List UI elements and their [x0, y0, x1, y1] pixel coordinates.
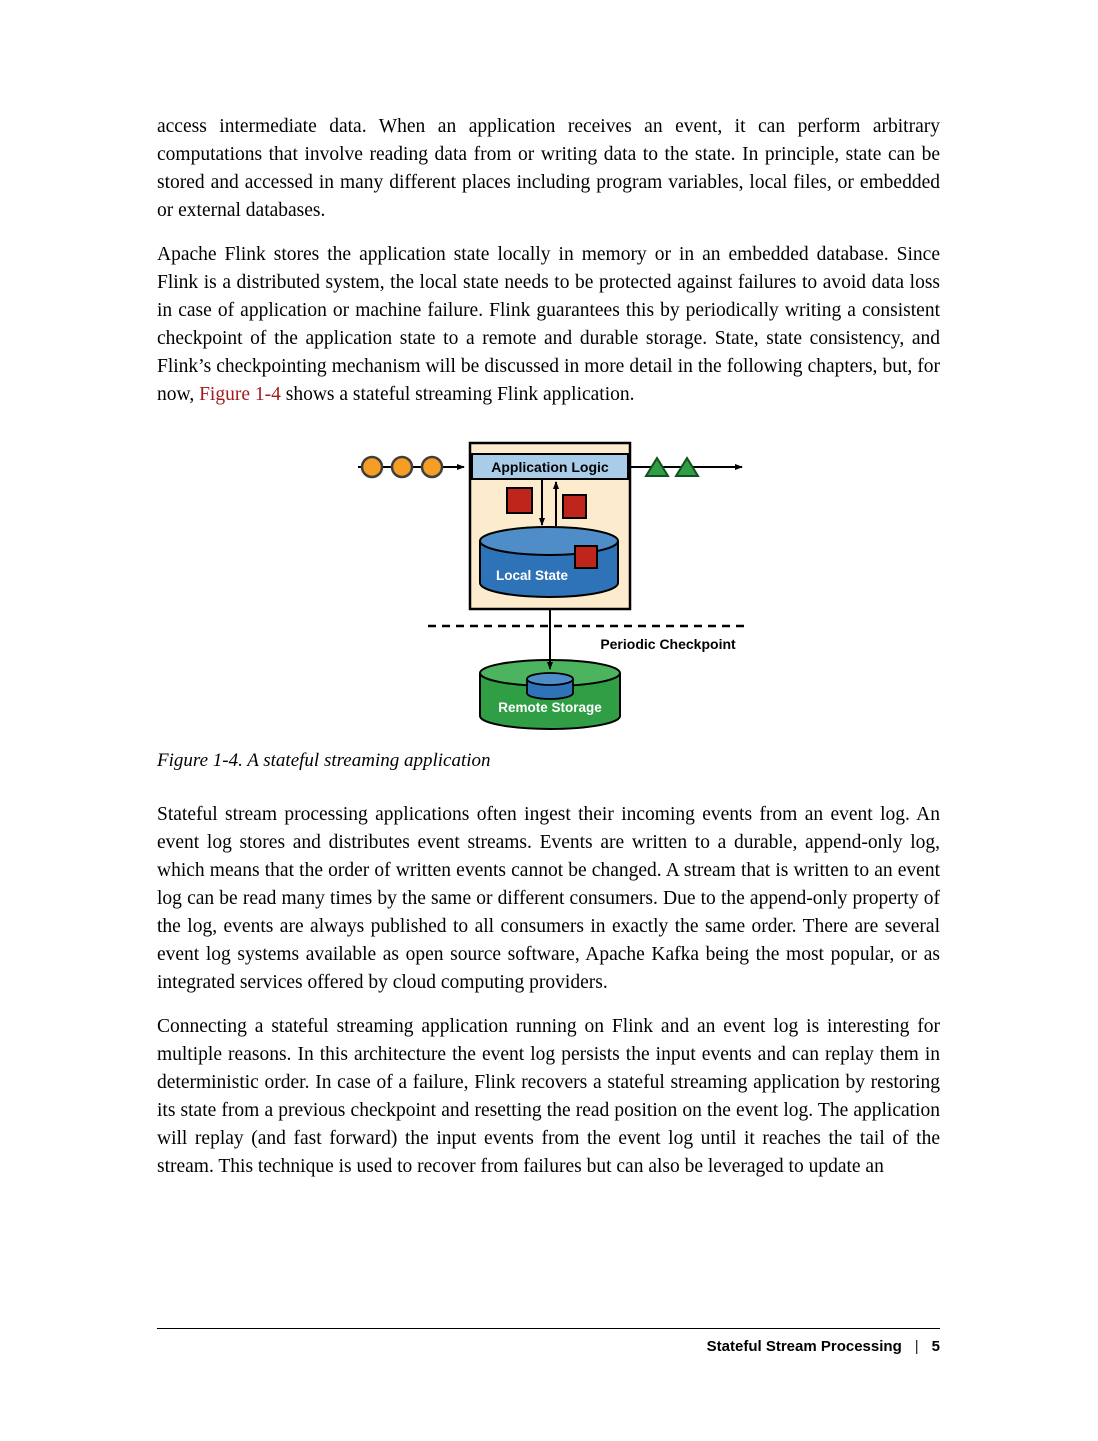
state-square: [575, 546, 597, 568]
local-state-label: Local State: [495, 568, 569, 583]
paragraph-1: access intermediate data. When an application receives an event, it can perform arbitrary computations that involve reading data from or writing data to the state. In principle, state can be stored and accessed in many different places including program variables, local files, or embedded or external databases.: [157, 116, 940, 221]
state-square: [563, 495, 586, 518]
local-state-cylinder: [480, 527, 618, 597]
footer-page-number: 5: [931, 1338, 940, 1355]
page-content: [157, 113, 940, 1197]
paragraph-2: [157, 241, 940, 409]
paragraph-4: Connecting a stateful streaming application running on Flink and an event log is interesting for multiple reasons. In this architecture the event log persists the input events and can replay them in deterministic order. In case of a failure, Flink recovers a stateful streaming application by restoring its state from a previous checkpoint and resetting the read position on the event log. The application will replay (and fast forward) the input events from the event log until it reaches the tail of the stream. This technique is used to recover from failures but can also be leveraged to update an: [157, 1016, 940, 1177]
input-event-dot: [362, 457, 382, 477]
page-footer: [157, 1328, 940, 1355]
periodic-checkpoint-label: Periodic Checkpoint: [600, 636, 736, 652]
footer-section-title: Stateful Stream Processing: [706, 1338, 902, 1355]
footer-separator: |: [914, 1338, 919, 1355]
figure-1-4-link[interactable]: Figure 1-4: [199, 384, 281, 405]
checkpoint-data-cylinder: [527, 673, 573, 699]
figure-diagram: [350, 433, 770, 733]
figure-stateful-streaming-application: [157, 433, 940, 733]
state-square: [507, 488, 532, 513]
remote-storage-label: Remote Storage: [498, 700, 602, 715]
input-event-dot: [422, 457, 442, 477]
paragraph-2-text-before: Apache Flink stores the application state locally in memory or in an embedded database. Since Flink is a distributed system, the local state needs to be protected against failures to avoid data loss in case of application or machine failure. Flink guarantees this by periodically writing a consistent checkpoint of the application state to a remote and durable storage. State, state consistency, and Flink’s checkpointing mechanism will be discussed in more detail in the following chapters, but, for now,: [157, 244, 940, 405]
paragraph-2-text-after: shows a stateful streaming Flink application.: [280, 384, 635, 405]
figure-caption: Figure 1-4. A stateful streaming application: [157, 750, 491, 771]
input-event-dot: [392, 457, 412, 477]
application-logic-label: Application Logic: [491, 459, 609, 475]
paragraph-3: Stateful stream processing applications often ingest their incoming events from an event log. An event log stores and distributes event streams. Events are written to a durable, append-only log, which means that the order of written events cannot be changed. A stream that is written to an event log can be read many times by the same or different consumers. Due to the append-only property of the log, events are always published to all consumers in exactly the same order. There are several event log systems available as open source software, Apache Kafka being the most popular, or as integrated services offered by cloud computing providers.: [157, 804, 940, 993]
